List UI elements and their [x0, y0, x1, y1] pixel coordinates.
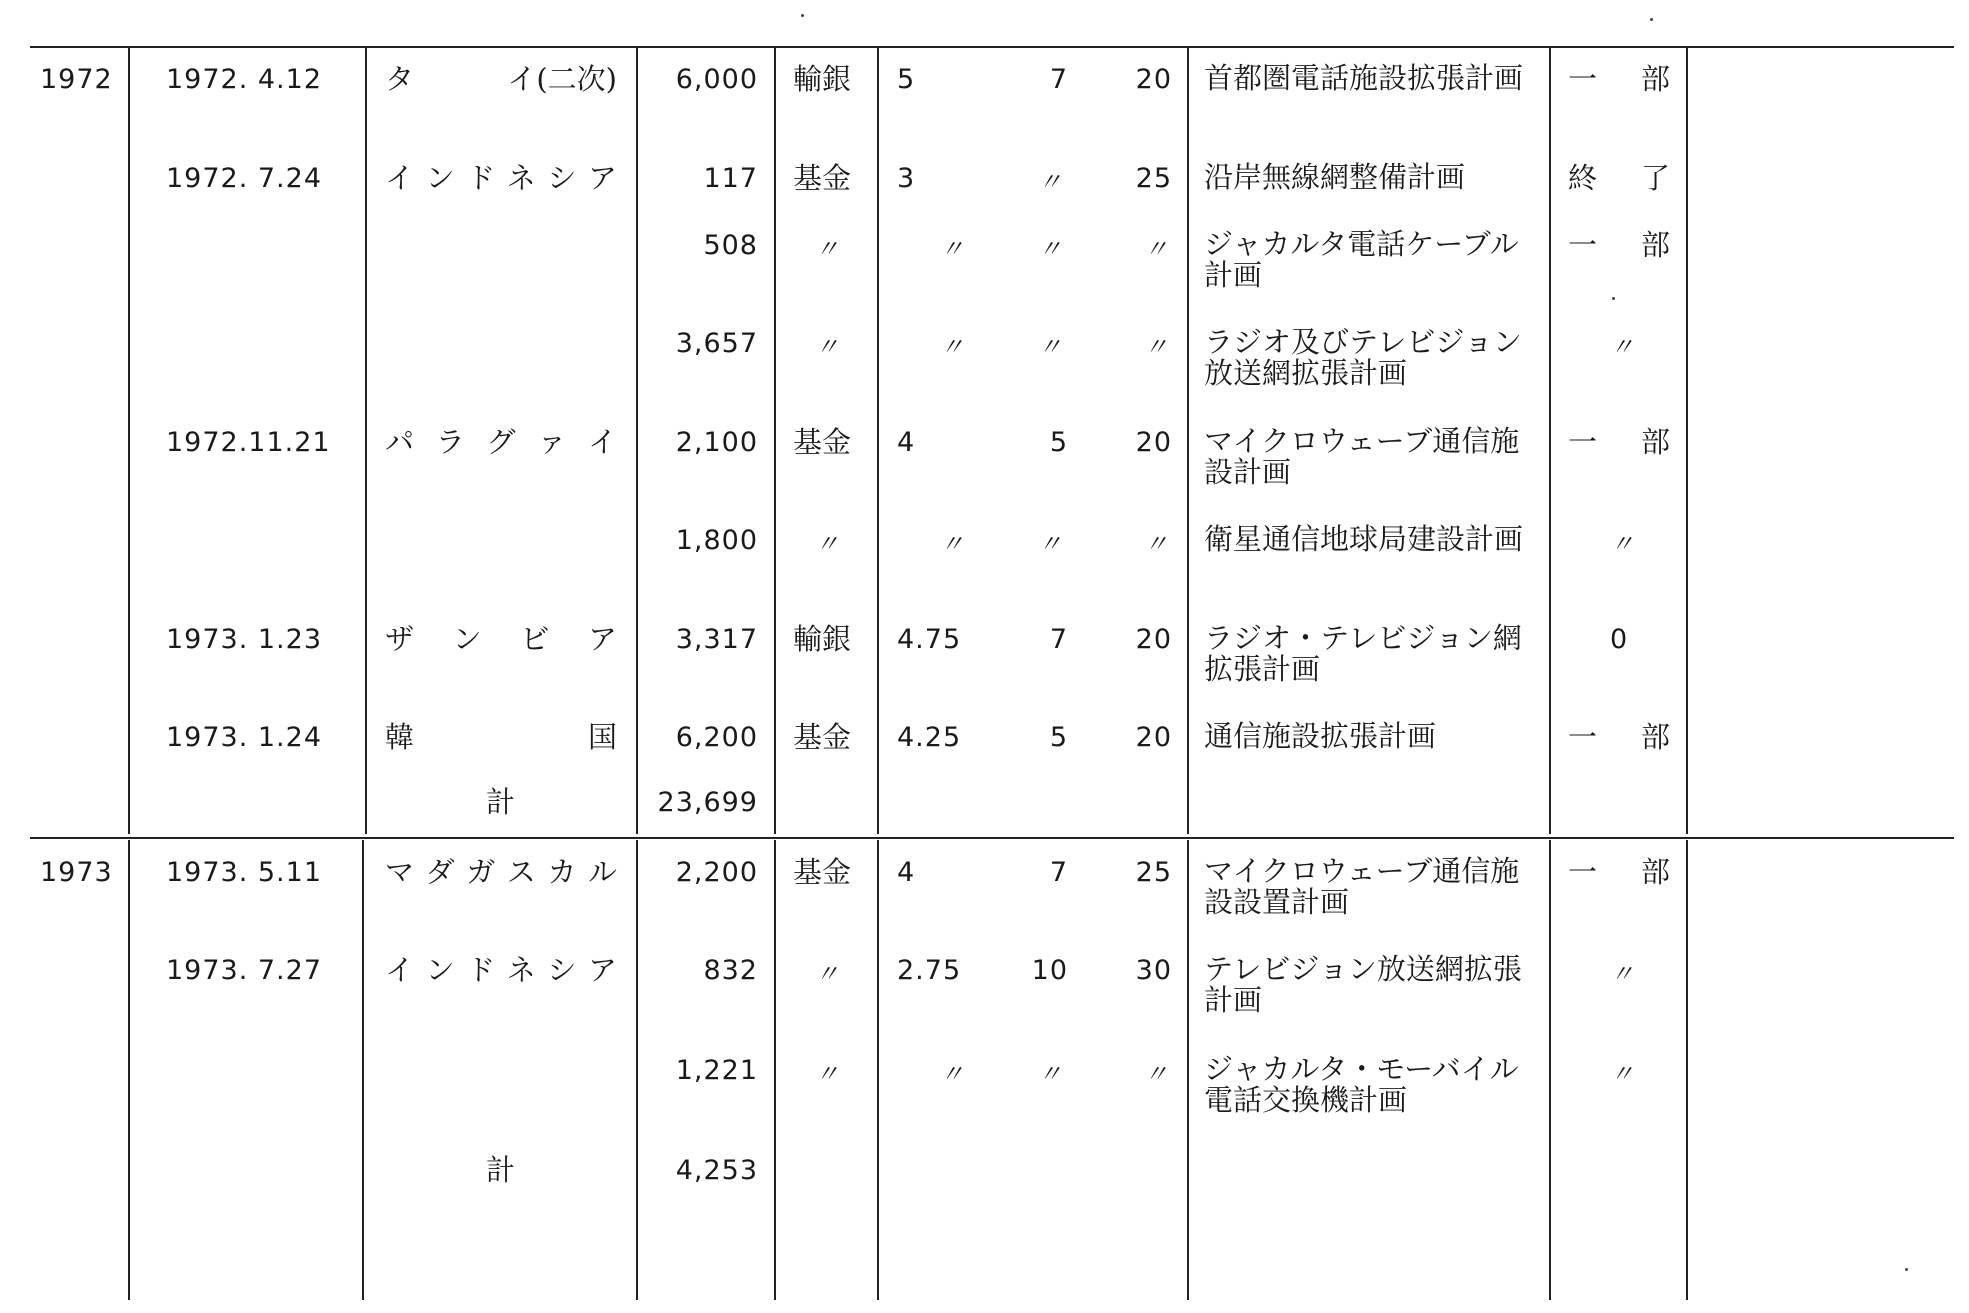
- interest-rate: 5: [897, 64, 916, 95]
- signing-date: 1973. 5.11: [166, 857, 322, 888]
- scan-speck: [801, 14, 804, 17]
- status: 〃: [1610, 333, 1634, 361]
- loan-source: 〃: [815, 530, 839, 558]
- loan-amount: 508: [703, 230, 758, 261]
- repayment-term: 25: [1135, 163, 1172, 194]
- status: 〃: [1610, 960, 1634, 988]
- column-rule: [877, 840, 879, 1300]
- loan-amount: 3,317: [675, 624, 758, 655]
- repayment-term: 30: [1135, 955, 1172, 986]
- signing-date: 1972.11.21: [166, 427, 331, 458]
- status: 一 部: [1568, 228, 1670, 262]
- total-amount: 23,699: [657, 787, 758, 818]
- repayment-term: 20: [1135, 722, 1172, 753]
- section-divider-rule: [30, 837, 1954, 839]
- project-name: 通信施設拡張計画: [1204, 719, 1437, 753]
- project-name: テレビジョン放送網拡張計画: [1204, 952, 1522, 1017]
- project-name: マイクロウェーブ通信施設計画: [1204, 424, 1520, 489]
- signing-date: 1972. 4.12: [166, 64, 322, 95]
- column-rule: [128, 840, 130, 1300]
- loan-source: 〃: [815, 1060, 839, 1088]
- interest-rate: 4: [897, 857, 916, 888]
- total-amount: 4,253: [675, 1155, 758, 1186]
- total-label: 計: [486, 785, 516, 819]
- loan-source: 基金: [793, 720, 852, 754]
- interest-rate: 〃: [940, 333, 964, 361]
- fiscal-year: 1972: [40, 64, 113, 95]
- loan-source: 〃: [815, 235, 839, 263]
- grace-period: 7: [1049, 64, 1068, 95]
- status: 〃: [1610, 530, 1634, 558]
- repayment-term: 〃: [1144, 1060, 1168, 1088]
- column-rule: [1187, 48, 1189, 834]
- status: 〃: [1610, 1060, 1634, 1088]
- project-name: 衛星通信地球局建設計画: [1204, 522, 1524, 556]
- column-rule: [877, 48, 879, 834]
- loan-source: 輸銀: [793, 62, 852, 96]
- grace-period: 〃: [1038, 333, 1062, 361]
- interest-rate: 4: [897, 427, 916, 458]
- loan-amount: 1,221: [675, 1055, 758, 1086]
- grace-period: 5: [1049, 427, 1068, 458]
- loan-amount: 3,657: [675, 328, 758, 359]
- recipient-country: 韓 国: [385, 720, 617, 754]
- grace-period: 〃: [1038, 168, 1062, 196]
- status: 一 部: [1568, 62, 1670, 96]
- recipient-country: パ ラ グ ァ イ: [385, 425, 617, 459]
- interest-rate: 4.25: [897, 722, 962, 753]
- repayment-term: 20: [1135, 624, 1172, 655]
- signing-date: 1973. 1.23: [166, 624, 322, 655]
- repayment-term: 〃: [1144, 333, 1168, 361]
- column-rule: [774, 840, 776, 1300]
- loan-source: 〃: [815, 960, 839, 988]
- project-name: 首都圏電話施設拡張計画: [1204, 61, 1524, 95]
- repayment-term: 〃: [1144, 530, 1168, 558]
- column-rule: [1549, 840, 1551, 1300]
- loan-amount: 117: [703, 163, 758, 194]
- project-name: ジャカルタ電話ケーブル計画: [1204, 227, 1519, 292]
- column-rule: [1686, 840, 1688, 1300]
- column-rule: [365, 48, 367, 834]
- grace-period: 5: [1049, 722, 1068, 753]
- loan-source: 輸銀: [793, 622, 852, 656]
- column-rule: [636, 840, 638, 1300]
- column-rule: [128, 48, 130, 834]
- scan-speck: [1905, 1268, 1908, 1271]
- grace-period: 7: [1049, 624, 1068, 655]
- loan-source: 基金: [793, 161, 852, 195]
- scan-speck: [1650, 18, 1653, 21]
- recipient-country: イ ン ド ネ シ ア: [385, 161, 617, 195]
- loan-amount: 2,200: [675, 857, 758, 888]
- status: 一 部: [1568, 720, 1670, 754]
- interest-rate: 4.75: [897, 624, 962, 655]
- loan-source: 〃: [815, 333, 839, 361]
- column-rule: [1187, 840, 1189, 1300]
- recipient-country: [385, 63, 617, 95]
- interest-rate: 2.75: [897, 955, 962, 986]
- status: 一 部: [1568, 425, 1670, 459]
- column-rule: [1686, 48, 1688, 834]
- signing-date: 1973. 7.27: [166, 955, 322, 986]
- signing-date: 1973. 1.24: [166, 722, 322, 753]
- grace-period: 10: [1031, 955, 1068, 986]
- loan-amount: 832: [703, 955, 758, 986]
- loan-amount: 1,800: [675, 525, 758, 556]
- repayment-term: 20: [1135, 64, 1172, 95]
- top-rule: [30, 46, 1954, 48]
- grace-period: 〃: [1038, 1060, 1062, 1088]
- loan-amount: 2,100: [675, 427, 758, 458]
- column-rule: [774, 48, 776, 834]
- interest-rate: 〃: [940, 235, 964, 263]
- signing-date: 1972. 7.24: [166, 163, 322, 194]
- column-rule: [362, 840, 364, 1300]
- project-name: ラジオ・テレビジョン網拡張計画: [1204, 621, 1522, 686]
- column-rule: [636, 48, 638, 834]
- repayment-term: 〃: [1144, 235, 1168, 263]
- grace-period: 7: [1049, 857, 1068, 888]
- interest-rate: 〃: [940, 530, 964, 558]
- status: 0: [1610, 624, 1629, 655]
- project-name: マイクロウェーブ通信施設設置計画: [1204, 854, 1520, 919]
- grace-period: 〃: [1038, 530, 1062, 558]
- column-rule: [1549, 48, 1551, 834]
- recipient-country: イ ン ド ネ シ ア: [385, 953, 617, 987]
- project-name: 沿岸無線網整備計画: [1204, 160, 1466, 194]
- interest-rate: 〃: [940, 1060, 964, 1088]
- loan-source: 基金: [793, 425, 852, 459]
- loan-amount: 6,200: [675, 722, 758, 753]
- recipient-country: ザ ン ビ ア: [385, 622, 617, 656]
- scan-speck: [1612, 297, 1615, 300]
- repayment-term: 25: [1135, 857, 1172, 888]
- project-name: ラジオ及びテレビジョン放送網拡張計画: [1204, 325, 1522, 390]
- recipient-country: マ ダ ガ ス カ ル: [385, 855, 617, 889]
- project-name: ジャカルタ・モーバイル電話交換機計画: [1204, 1052, 1519, 1117]
- country-first-char: タ: [385, 62, 415, 96]
- loan-amount: 6,000: [675, 64, 758, 95]
- status: 終 了: [1568, 161, 1670, 195]
- country-rest: イ(二次): [507, 62, 617, 96]
- fiscal-year: 1973: [40, 857, 113, 888]
- total-label: 計: [486, 1153, 516, 1187]
- loan-source: 基金: [793, 855, 852, 889]
- status: 一 部: [1568, 855, 1670, 889]
- interest-rate: 3: [897, 163, 916, 194]
- repayment-term: 20: [1135, 427, 1172, 458]
- grace-period: 〃: [1038, 235, 1062, 263]
